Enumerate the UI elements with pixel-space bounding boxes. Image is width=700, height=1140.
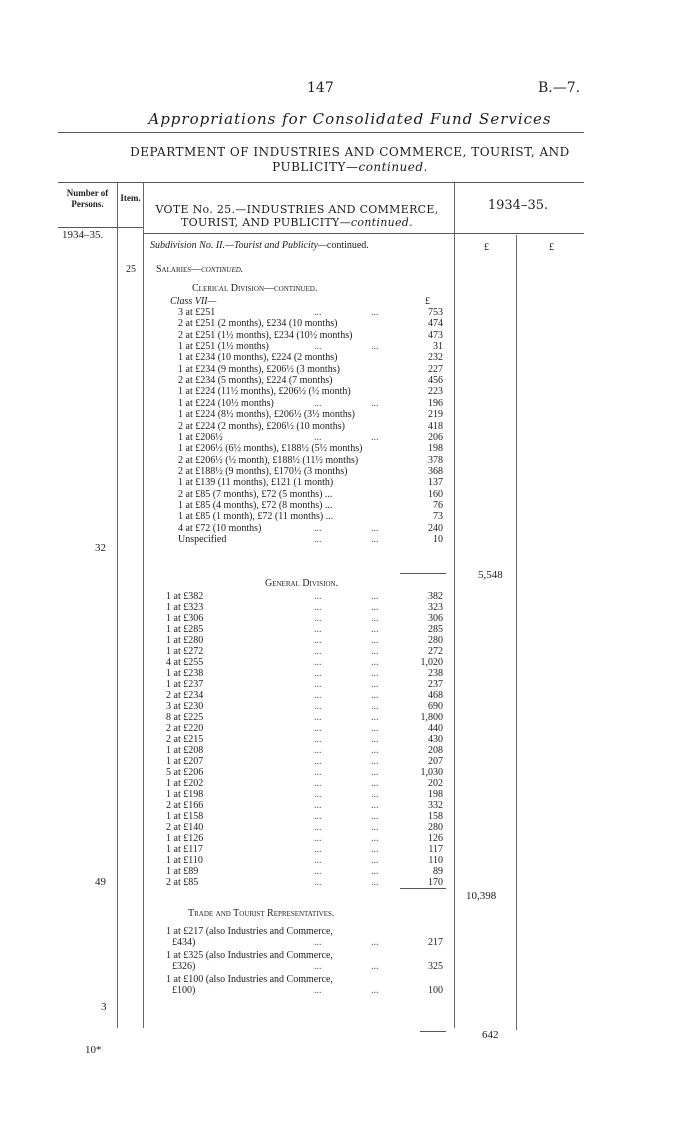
department-heading xyxy=(60,145,640,175)
row-description: 1 at £139 (11 months), £121 (1 month) xyxy=(178,477,334,489)
row-description: 1 at £234 (10 months), £224 (2 months) xyxy=(178,352,338,364)
general-row xyxy=(0,767,700,778)
clerical-row xyxy=(0,318,700,329)
leader-dots: ... xyxy=(371,800,379,811)
leader-dots: ... xyxy=(314,789,322,800)
leader-dots: ... xyxy=(314,397,322,409)
leader-dots: ... xyxy=(314,745,322,756)
leader-dots: ... xyxy=(371,712,379,723)
leader-dots: ... xyxy=(314,866,322,877)
general-row xyxy=(0,690,700,701)
clerical-row xyxy=(0,443,700,454)
row-amount: 1,030 xyxy=(420,767,443,778)
vote-heading xyxy=(147,203,447,229)
row-amount: 280 xyxy=(428,635,443,646)
clerical-row xyxy=(0,489,700,500)
row-amount: 206 xyxy=(428,431,443,443)
leader-dots: ... xyxy=(314,431,322,443)
row-description: 1 at £85 (4 months), £72 (8 months) ... xyxy=(178,499,333,511)
leader-dots: ... xyxy=(314,822,322,833)
row-amount: 1,020 xyxy=(420,657,443,668)
year-bottom-rule xyxy=(454,233,584,234)
row-description: 2 at £251 (2 months), £234 (10 months) xyxy=(178,318,338,330)
leader-dots: ... xyxy=(314,591,322,602)
item-column-header: Item. xyxy=(120,193,141,203)
row-description: 2 at £206½ (½ month), £188½ (11½ months) xyxy=(178,454,359,466)
trade-row-continuation xyxy=(0,961,700,972)
row-amount: 280 xyxy=(428,822,443,833)
table-top-rule xyxy=(58,182,584,183)
row-amount: 232 xyxy=(428,352,443,364)
row-description-continuation: £434) xyxy=(172,937,196,948)
general-total: 10,398 xyxy=(466,890,497,902)
row-description: 1 at £110 xyxy=(166,855,203,866)
row-amount: 217 xyxy=(428,937,443,948)
row-description: 2 at £140 xyxy=(166,822,204,833)
general-row xyxy=(0,701,700,712)
row-amount: 31 xyxy=(433,341,443,353)
row-description: 1 at £202 xyxy=(166,778,204,789)
row-amount: 237 xyxy=(428,679,443,690)
leader-dots: ... xyxy=(371,756,379,767)
row-description: 3 at £230 xyxy=(166,701,204,712)
row-amount: 160 xyxy=(428,488,443,500)
leader-dots: ... xyxy=(371,723,379,734)
leader-dots: ... xyxy=(371,734,379,745)
trade-row xyxy=(0,926,700,937)
row-description: 1 at £208 xyxy=(166,745,204,756)
leader-dots: ... xyxy=(314,624,322,635)
persons-column-header: Number of Persons. xyxy=(66,188,109,209)
row-amount: 158 xyxy=(428,811,443,822)
leader-dots: ... xyxy=(371,431,379,443)
row-description: 2 at £188½ (9 months), £170½ (3 months) xyxy=(178,465,348,477)
row-amount: 325 xyxy=(428,961,443,972)
page-number: 147 xyxy=(307,80,334,96)
pound-sign-2: £ xyxy=(549,242,554,253)
leader-dots: ... xyxy=(371,937,379,948)
row-description: 1 at £306 xyxy=(166,613,204,624)
row-amount: 378 xyxy=(428,454,443,466)
general-row xyxy=(0,734,700,745)
trade-row-continuation xyxy=(0,937,700,948)
row-description: 2 at £166 xyxy=(166,800,204,811)
trade-representatives-heading: Trade and Tourist Representatives. xyxy=(188,908,335,919)
general-row xyxy=(0,668,700,679)
general-row xyxy=(0,613,700,624)
general-row xyxy=(0,624,700,635)
row-amount: 440 xyxy=(428,723,443,734)
leader-dots: ... xyxy=(314,756,322,767)
leader-dots: ... xyxy=(371,635,379,646)
row-description: 1 at £100 (also Industries and Commerce, xyxy=(166,974,333,985)
row-description: 1 at £224 (8½ months), £206½ (3½ months) xyxy=(178,409,355,421)
row-amount: 468 xyxy=(428,690,443,701)
leader-dots: ... xyxy=(371,789,379,800)
trade-row xyxy=(0,974,700,985)
leader-dots: ... xyxy=(314,734,322,745)
row-amount: 474 xyxy=(428,318,443,330)
row-amount: 1,800 xyxy=(420,712,443,723)
row-description: 1 at £251 (1½ months) xyxy=(178,341,269,353)
clerical-row xyxy=(0,432,700,443)
leader-dots: ... xyxy=(371,307,379,318)
clerical-row xyxy=(0,352,700,363)
leader-dots: ... xyxy=(371,591,379,602)
leader-dots: ... xyxy=(371,961,379,972)
row-description: 2 at £224 (2 months), £206½ (10 months) xyxy=(178,420,345,432)
row-amount: 89 xyxy=(433,866,443,877)
leader-dots: ... xyxy=(314,602,322,613)
leader-dots: ... xyxy=(371,778,379,789)
leader-dots: ... xyxy=(314,800,322,811)
leader-dots: ... xyxy=(371,690,379,701)
row-description: 4 at £255 xyxy=(166,657,204,668)
leader-dots: ... xyxy=(314,635,322,646)
subdivision-heading: Subdivision No. II.—Tourist and Publicity—continued. xyxy=(150,240,369,251)
clerical-division-heading: Clerical Division—continued. xyxy=(192,283,318,294)
clerical-row xyxy=(0,375,700,386)
pound-sign-1: £ xyxy=(484,242,489,253)
leader-dots: ... xyxy=(371,613,379,624)
row-amount: 73 xyxy=(433,511,443,523)
row-description: 2 at £85 (7 months), £72 (5 months) ... xyxy=(178,488,333,500)
trade-persons: 3 xyxy=(101,1001,107,1013)
row-amount: 207 xyxy=(428,756,443,767)
title-rule xyxy=(58,132,584,133)
row-amount: 208 xyxy=(428,745,443,756)
row-amount: 170 xyxy=(428,877,443,888)
clerical-total-rule xyxy=(400,573,446,574)
general-row xyxy=(0,712,700,723)
vote-bottom-rule xyxy=(143,233,454,234)
leader-dots: ... xyxy=(371,877,379,888)
row-amount: 368 xyxy=(428,465,443,477)
leader-dots: ... xyxy=(314,855,322,866)
leader-dots: ... xyxy=(371,341,379,353)
year-header: 1934–35. xyxy=(487,198,549,213)
leader-dots: ... xyxy=(314,657,322,668)
row-description: 1 at £217 (also Industries and Commerce, xyxy=(166,926,333,937)
leader-dots: ... xyxy=(371,522,379,534)
clerical-persons: 32 xyxy=(95,542,106,554)
persons-year: 1934–35. xyxy=(62,229,104,241)
department-heading-line2: PUBLICITY—continued. xyxy=(272,160,428,174)
row-amount: 110 xyxy=(428,855,443,866)
clerical-row xyxy=(0,364,700,375)
row-amount: 198 xyxy=(428,443,443,455)
leader-dots: ... xyxy=(314,767,322,778)
leader-dots: ... xyxy=(314,937,322,948)
leader-dots: ... xyxy=(371,668,379,679)
row-description-continuation: £326) xyxy=(172,961,196,972)
row-description: 5 at £206 xyxy=(166,767,204,778)
general-row xyxy=(0,679,700,690)
row-amount: 323 xyxy=(428,602,443,613)
general-row xyxy=(0,833,700,844)
clerical-pound-sign: £ xyxy=(425,296,430,307)
row-description: 2 at £234 xyxy=(166,690,204,701)
leader-dots: ... xyxy=(371,602,379,613)
signature-mark: 10* xyxy=(85,1044,102,1056)
general-row xyxy=(0,789,700,800)
leader-dots: ... xyxy=(314,690,322,701)
leader-dots: ... xyxy=(314,701,322,712)
row-description: 1 at £234 (9 months), £206½ (3 months) xyxy=(178,363,340,375)
general-row xyxy=(0,723,700,734)
row-description: 1 at £285 xyxy=(166,624,204,635)
row-description: 2 at £85 xyxy=(166,877,199,888)
row-description: 1 at £325 (also Industries and Commerce, xyxy=(166,950,333,961)
leader-dots: ... xyxy=(371,767,379,778)
leader-dots: ... xyxy=(314,985,322,996)
leader-dots: ... xyxy=(314,833,322,844)
row-description: 1 at £272 xyxy=(166,646,204,657)
row-description: 1 at £237 xyxy=(166,679,204,690)
clerical-row xyxy=(0,421,700,432)
row-amount: 456 xyxy=(428,375,443,387)
row-amount: 10 xyxy=(433,534,443,545)
trade-row xyxy=(0,950,700,961)
row-description: 1 at £206½ (6½ months), £188½ (5½ months) xyxy=(178,443,363,455)
general-row xyxy=(0,745,700,756)
clerical-row xyxy=(0,523,700,534)
general-row xyxy=(0,822,700,833)
row-amount: 285 xyxy=(428,624,443,635)
trade-total-rule xyxy=(420,1031,446,1032)
row-amount: 126 xyxy=(428,833,443,844)
row-amount: 196 xyxy=(428,397,443,409)
row-description: 1 at £89 xyxy=(166,866,199,877)
leader-dots: ... xyxy=(314,877,322,888)
leader-dots: ... xyxy=(314,778,322,789)
trade-row-continuation xyxy=(0,985,700,996)
row-amount: 100 xyxy=(428,985,443,996)
row-description: 4 at £72 (10 months) xyxy=(178,522,262,534)
row-description: 2 at £215 xyxy=(166,734,204,745)
leader-dots: ... xyxy=(314,712,322,723)
general-persons: 49 xyxy=(95,876,106,888)
row-description: 1 at £117 xyxy=(166,844,203,855)
clerical-row xyxy=(0,477,700,488)
row-amount: 223 xyxy=(428,386,443,398)
general-row xyxy=(0,778,700,789)
general-row xyxy=(0,811,700,822)
leader-dots: ... xyxy=(314,668,322,679)
row-description: 1 at £382 xyxy=(166,591,204,602)
row-description: 1 at £126 xyxy=(166,833,204,844)
department-heading-line1: DEPARTMENT OF INDUSTRIES AND COMMERCE, TOURIST, AND xyxy=(130,145,570,159)
leader-dots: ... xyxy=(371,866,379,877)
row-amount: 332 xyxy=(428,800,443,811)
row-amount: 418 xyxy=(428,420,443,432)
row-description: 2 at £251 (1½ months), £234 (10½ months) xyxy=(178,329,353,341)
clerical-row xyxy=(0,307,700,318)
trade-total: 642 xyxy=(482,1029,499,1041)
leader-dots: ... xyxy=(314,341,322,353)
clerical-row xyxy=(0,455,700,466)
row-description: 1 at £280 xyxy=(166,635,204,646)
leader-dots: ... xyxy=(314,811,322,822)
general-division-heading: General Division. xyxy=(265,578,339,589)
clerical-row xyxy=(0,386,700,397)
general-row xyxy=(0,756,700,767)
class-vii-label: Class VII— xyxy=(170,296,217,307)
row-description: Unspecified xyxy=(178,534,227,545)
general-row xyxy=(0,657,700,668)
running-title: Appropriations for Consolidated Fund Services xyxy=(148,110,552,128)
row-description: 1 at £224 (10½ months) xyxy=(178,397,274,409)
row-description: 1 at £224 (11½ months), £206½ (½ month) xyxy=(178,386,351,398)
salaries-heading: Salaries—continued. xyxy=(156,264,244,275)
row-description: 1 at £158 xyxy=(166,811,204,822)
leader-dots: ... xyxy=(371,646,379,657)
row-description: 3 at £251 xyxy=(178,307,216,318)
item-number: 25 xyxy=(126,264,136,275)
leader-dots: ... xyxy=(314,613,322,624)
row-description: 8 at £225 xyxy=(166,712,204,723)
leader-dots: ... xyxy=(371,811,379,822)
clerical-row xyxy=(0,500,700,511)
row-description: 2 at £220 xyxy=(166,723,204,734)
leader-dots: ... xyxy=(314,534,322,545)
row-amount: 430 xyxy=(428,734,443,745)
clerical-row xyxy=(0,330,700,341)
leader-dots: ... xyxy=(371,985,379,996)
row-amount: 382 xyxy=(428,591,443,602)
row-description: 1 at £85 (1 month), £72 (11 months) ... xyxy=(178,511,334,523)
general-row xyxy=(0,635,700,646)
row-amount: 227 xyxy=(428,363,443,375)
leader-dots: ... xyxy=(371,397,379,409)
row-amount: 306 xyxy=(428,613,443,624)
row-description: 2 at £234 (5 months), £224 (7 months) xyxy=(178,375,333,387)
vote-heading-line1: VOTE No. 25.—INDUSTRIES AND COMMERCE, xyxy=(155,203,439,216)
row-amount: 137 xyxy=(428,477,443,489)
leader-dots: ... xyxy=(314,522,322,534)
row-amount: 473 xyxy=(428,329,443,341)
leader-dots: ... xyxy=(314,961,322,972)
clerical-row xyxy=(0,466,700,477)
row-amount: 690 xyxy=(428,701,443,712)
clerical-row xyxy=(0,341,700,352)
row-amount: 753 xyxy=(428,307,443,318)
row-amount: 219 xyxy=(428,409,443,421)
clerical-total: 5,548 xyxy=(478,569,503,581)
general-row xyxy=(0,646,700,657)
row-description-continuation: £100) xyxy=(172,985,196,996)
row-description: 1 at £207 xyxy=(166,756,204,767)
general-row xyxy=(0,591,700,602)
row-amount: 202 xyxy=(428,778,443,789)
leader-dots: ... xyxy=(371,844,379,855)
clerical-row xyxy=(0,511,700,522)
general-total-rule xyxy=(400,888,446,889)
leader-dots: ... xyxy=(314,723,322,734)
leader-dots: ... xyxy=(314,844,322,855)
general-row xyxy=(0,800,700,811)
row-description: 1 at £206½ xyxy=(178,431,223,443)
row-amount: 117 xyxy=(428,844,443,855)
row-amount: 238 xyxy=(428,668,443,679)
general-row xyxy=(0,602,700,613)
leader-dots: ... xyxy=(371,679,379,690)
clerical-row xyxy=(0,398,700,409)
leader-dots: ... xyxy=(371,624,379,635)
clerical-row xyxy=(0,409,700,420)
leader-dots: ... xyxy=(314,679,322,690)
row-description: 1 at £198 xyxy=(166,789,204,800)
leader-dots: ... xyxy=(371,822,379,833)
leader-dots: ... xyxy=(314,646,322,657)
leader-dots: ... xyxy=(371,833,379,844)
leader-dots: ... xyxy=(371,855,379,866)
leader-dots: ... xyxy=(371,657,379,668)
leader-dots: ... xyxy=(371,701,379,712)
vote-heading-line2: TOURIST, AND PUBLICITY—continued. xyxy=(181,216,413,229)
row-description: 1 at £238 xyxy=(166,668,204,679)
header-bottom-rule xyxy=(58,227,143,228)
document-reference: B.—7. xyxy=(538,80,581,96)
row-amount: 272 xyxy=(428,646,443,657)
general-row xyxy=(0,844,700,855)
row-amount: 240 xyxy=(428,522,443,534)
row-description: 1 at £323 xyxy=(166,602,204,613)
general-row xyxy=(0,855,700,866)
leader-dots: ... xyxy=(314,307,322,318)
leader-dots: ... xyxy=(371,534,379,545)
row-amount: 76 xyxy=(433,499,443,511)
leader-dots: ... xyxy=(371,745,379,756)
row-amount: 198 xyxy=(428,789,443,800)
